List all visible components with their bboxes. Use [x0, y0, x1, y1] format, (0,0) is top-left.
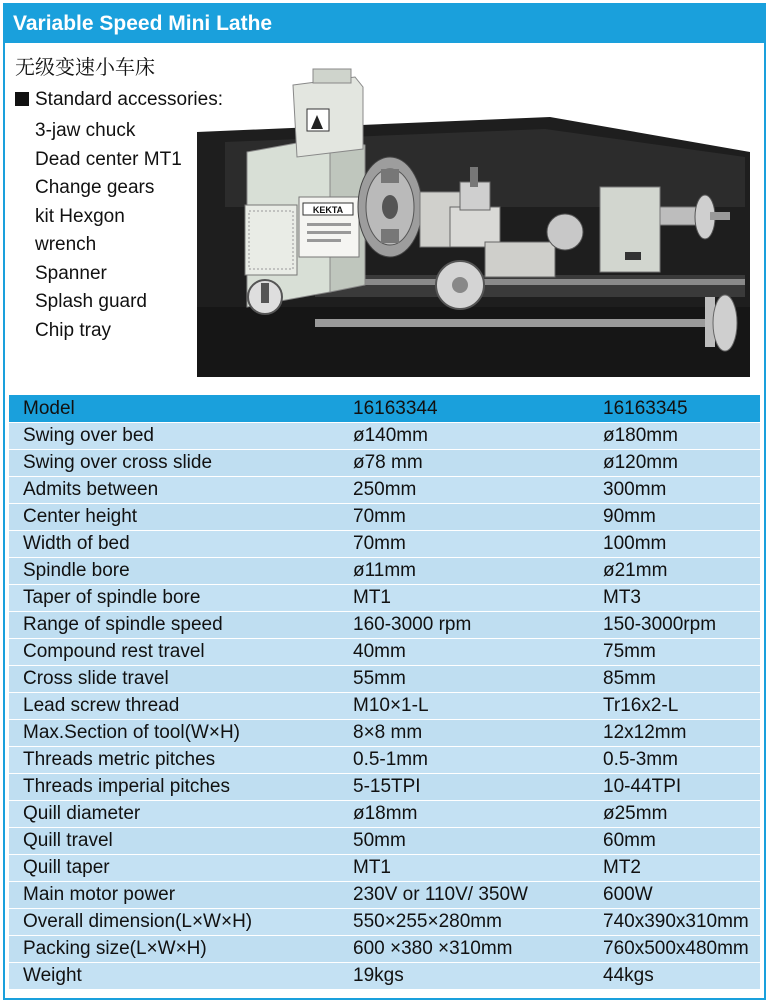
spec-label-cell: Spindle bore [9, 558, 339, 585]
accessory-item: Chip tray [35, 319, 112, 341]
spec-value-cell: ø21mm [589, 558, 760, 585]
accessory-item: wrench [35, 234, 97, 255]
spec-label-cell: Quill taper [9, 855, 339, 882]
table-row [9, 909, 760, 936]
table-row [9, 666, 760, 693]
spec-value-cell: 250mm [339, 477, 589, 504]
table-row [9, 504, 760, 531]
spec-value-cell: ø18mm [339, 801, 589, 828]
spec-label-cell: Weight [9, 963, 339, 990]
spec-label-cell: Packing size(L×W×H) [9, 936, 339, 963]
spec-value-cell: 600W [589, 882, 760, 909]
spec-value-cell: 19kgs [339, 963, 589, 990]
table-row [9, 477, 760, 504]
spec-label-cell: Width of bed [9, 531, 339, 558]
spec-value-cell: 50mm [339, 828, 589, 855]
spec-label-cell: Threads metric pitches [9, 747, 339, 774]
table-row [9, 774, 760, 801]
accessory-item: Change gears [35, 177, 155, 198]
spec-label-cell: Overall dimension(L×W×H) [9, 909, 339, 936]
spec-label-cell: Center height [9, 504, 339, 531]
spec-table [9, 395, 760, 990]
lathe-machine-image [185, 57, 765, 397]
spec-value-cell: 44kgs [589, 963, 760, 990]
spec-label-cell: Cross slide travel [9, 666, 339, 693]
table-row [9, 693, 760, 720]
spec-label-cell: Compound rest travel [9, 639, 339, 666]
product-card [3, 3, 766, 1000]
spec-value-cell: 75mm [589, 639, 760, 666]
spec-value-cell: 230V or 110V/ 350W [339, 882, 589, 909]
spec-value-cell: 160-3000 rpm [339, 612, 589, 639]
accessories-heading-label: Standard accessories: [35, 89, 223, 110]
spec-value-cell: 8×8 mm [339, 720, 589, 747]
table-row [9, 450, 760, 477]
header-cell-model-a: 16163344 [339, 395, 589, 423]
table-row [9, 423, 760, 450]
accessories-list [35, 117, 182, 345]
square-bullet-icon [15, 92, 29, 106]
table-row [9, 801, 760, 828]
spec-label-cell: Main motor power [9, 882, 339, 909]
accessory-item: Dead center MT1 [35, 148, 182, 170]
spec-label-cell: Quill travel [9, 828, 339, 855]
accessory-item: kit Hexgon [35, 205, 125, 227]
spec-value-cell: 0.5-3mm [589, 747, 760, 774]
spec-value-cell: 90mm [589, 504, 760, 531]
table-row [9, 828, 760, 855]
table-row [9, 747, 760, 774]
spec-value-cell: 300mm [589, 477, 760, 504]
accessory-item: 3-jaw chuck [35, 120, 136, 141]
spec-value-cell: 150-3000rpm [589, 612, 760, 639]
spec-label-cell: Swing over cross slide [9, 450, 339, 477]
accessory-item: Splash guard [35, 291, 147, 312]
spec-value-cell: 0.5-1mm [339, 747, 589, 774]
header-cell-model: Model [9, 395, 339, 423]
spec-value-cell: 85mm [589, 666, 760, 693]
spec-label-cell: Threads imperial pitches [9, 774, 339, 801]
spec-value-cell: 40mm [339, 639, 589, 666]
table-row [9, 558, 760, 585]
spec-value-cell: 550×255×280mm [339, 909, 589, 936]
spec-value-cell: 70mm [339, 504, 589, 531]
spec-table-body [9, 395, 760, 990]
spec-value-cell: ø11mm [339, 558, 589, 585]
spec-value-cell: ø120mm [589, 450, 760, 477]
spec-value-cell: 10-44TPI [589, 774, 760, 801]
brand-logo: KEKTA [312, 205, 344, 215]
table-header-row [9, 395, 760, 423]
spec-label-cell: Taper of spindle bore [9, 585, 339, 612]
page-title: Variable Speed Mini Lathe [5, 5, 764, 43]
table-row [9, 882, 760, 909]
spec-label-cell: Lead screw thread [9, 693, 339, 720]
spec-label-cell: Max.Section of tool(W×H) [9, 720, 339, 747]
table-row [9, 612, 760, 639]
spec-value-cell: ø78 mm [339, 450, 589, 477]
spec-value-cell: MT1 [339, 855, 589, 882]
spec-value-cell: 12x12mm [589, 720, 760, 747]
spec-label-cell: Quill diameter [9, 801, 339, 828]
table-row [9, 531, 760, 558]
spec-value-cell: 55mm [339, 666, 589, 693]
table-row [9, 585, 760, 612]
table-row [9, 963, 760, 990]
header-cell-model-b: 16163345 [589, 395, 760, 423]
spec-value-cell: M10×1-L [339, 693, 589, 720]
spec-value-cell: MT2 [589, 855, 760, 882]
spec-value-cell: 760x500x480mm [589, 936, 760, 963]
accessory-item: Spanner [35, 262, 107, 284]
spec-label-cell: Admits between [9, 477, 339, 504]
chinese-subtitle: 无级变速小车床 [15, 55, 155, 79]
table-row [9, 720, 760, 747]
spec-value-cell: 60mm [589, 828, 760, 855]
spec-value-cell: 5-15TPI [339, 774, 589, 801]
table-row [9, 639, 760, 666]
spec-value-cell: 600 ×380 ×310mm [339, 936, 589, 963]
spec-value-cell: 70mm [339, 531, 589, 558]
table-row [9, 936, 760, 963]
spec-value-cell: ø25mm [589, 801, 760, 828]
spec-value-cell: 100mm [589, 531, 760, 558]
table-row [9, 855, 760, 882]
spec-value-cell: ø180mm [589, 423, 760, 450]
spec-value-cell: Tr16x2-L [589, 693, 760, 720]
spec-value-cell: MT1 [339, 585, 589, 612]
spec-value-cell: MT3 [589, 585, 760, 612]
spec-label-cell: Range of spindle speed [9, 612, 339, 639]
spec-value-cell: 740x390x310mm [589, 909, 760, 936]
spec-value-cell: ø140mm [339, 423, 589, 450]
spec-label-cell: Swing over bed [9, 423, 339, 450]
